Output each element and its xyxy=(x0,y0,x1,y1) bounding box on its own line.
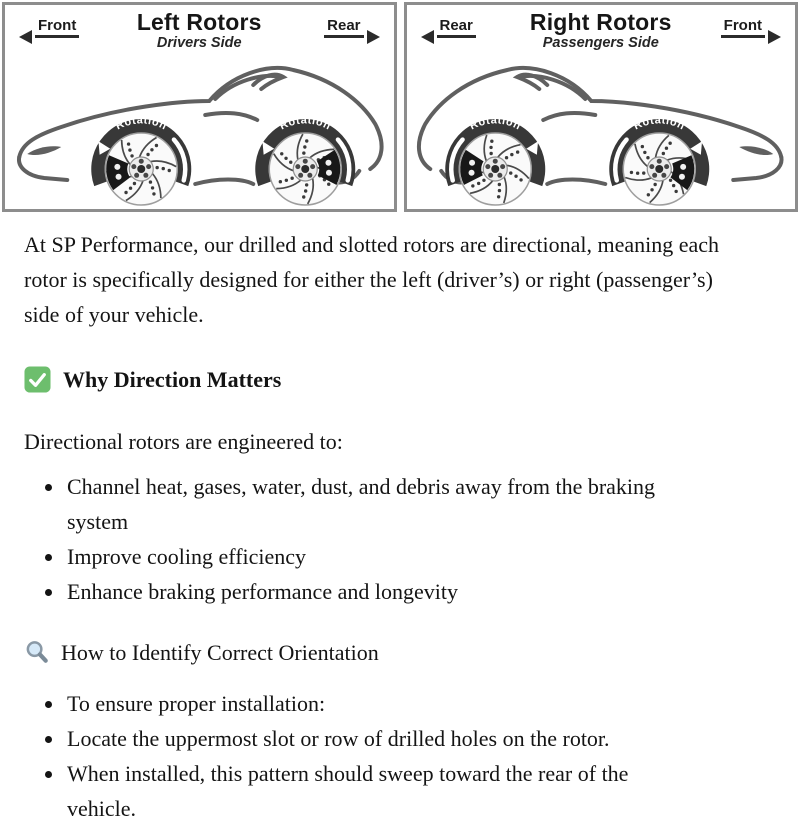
drilled-hole xyxy=(168,169,171,172)
lug-hole xyxy=(488,173,493,178)
rotation-label-text: Rotation xyxy=(113,114,169,133)
caliper-cutout xyxy=(325,160,331,166)
rotation-label-text: Rotation xyxy=(631,114,687,133)
lug-hole xyxy=(303,159,308,164)
lug-hole xyxy=(492,159,497,164)
caliper-cutout xyxy=(468,170,474,176)
drilled-hole xyxy=(290,177,293,180)
drilled-hole xyxy=(504,156,507,159)
drilled-hole xyxy=(489,146,492,149)
caliper-cutout xyxy=(678,174,684,180)
front-direction-label xyxy=(721,17,765,38)
drilled-hole xyxy=(151,186,154,189)
list-item: • Channel heat, gases, water, dust, and debris away from the braking system xyxy=(65,469,693,539)
hub-center xyxy=(491,165,499,173)
drilled-hole xyxy=(130,154,133,157)
panel-subtitle: Passengers Side xyxy=(542,35,659,52)
magnifying-glass-icon xyxy=(24,639,51,666)
lug-hole xyxy=(298,173,303,178)
caliper-cutout xyxy=(116,174,122,180)
drilled-hole xyxy=(643,151,646,154)
drilled-hole xyxy=(497,189,500,192)
rotor-direction-diagram xyxy=(0,0,800,212)
drilled-hole xyxy=(664,147,667,150)
lug-hole xyxy=(134,173,139,178)
lug-hole xyxy=(295,164,300,169)
direction-text: Rear xyxy=(327,17,361,34)
list-item: • Improve cooling efficiency xyxy=(65,539,693,574)
drilled-hole xyxy=(653,183,656,186)
list-item: • Locate the uppermost slot or row of drilled holes on the rotor. xyxy=(65,721,693,756)
section-heading-why-direction-matters xyxy=(24,362,776,397)
drilled-hole xyxy=(668,142,671,145)
lug-hole xyxy=(139,159,144,164)
panel-title: Right Rotors xyxy=(529,9,672,35)
drilled-hole xyxy=(304,189,307,192)
lug-hole xyxy=(497,173,502,178)
direction-text: Front xyxy=(38,17,77,34)
lug-hole xyxy=(652,173,657,178)
drilled-hole xyxy=(302,195,305,198)
drilled-hole xyxy=(509,171,512,174)
panel-header xyxy=(407,5,796,61)
lug-hole xyxy=(664,164,669,169)
drilled-hole xyxy=(490,140,493,143)
drilled-hole xyxy=(155,166,158,169)
hub-center xyxy=(655,165,663,173)
lug-hole xyxy=(661,173,666,178)
drilled-hole xyxy=(149,180,152,183)
drilled-hole xyxy=(515,150,518,153)
section-heading-how-to-identify xyxy=(24,635,776,670)
left-rotors-panel xyxy=(2,2,397,212)
heading-text: Why Direction Matters xyxy=(63,367,282,392)
arrow-right-icon xyxy=(367,30,380,44)
drilled-hole xyxy=(127,142,130,145)
drilled-hole xyxy=(629,171,632,174)
drilled-hole xyxy=(642,171,645,174)
drilled-hole xyxy=(519,178,522,181)
drilled-hole xyxy=(471,184,474,187)
drilled-hole xyxy=(327,183,330,186)
orientation-list xyxy=(24,686,776,826)
drilled-hole xyxy=(128,148,131,151)
drilled-hole xyxy=(162,167,165,170)
drilled-hole xyxy=(496,195,499,198)
intro-paragraph: At SP Performance, our drilled and slotted rotors are directional, meaning each rotor is specifically designed for either the left (driver’s) or right (passenger’s) side of your vehicle. xyxy=(24,232,720,327)
lug-hole xyxy=(656,159,661,164)
drilled-hole xyxy=(289,161,292,164)
wheel-assembly xyxy=(609,114,709,205)
direction-text: Rear xyxy=(439,17,473,34)
drilled-hole xyxy=(514,175,517,178)
hub-center xyxy=(137,165,145,173)
lug-hole xyxy=(649,164,654,169)
drilled-hole xyxy=(482,179,485,182)
drilled-hole xyxy=(305,139,308,142)
drilled-hole xyxy=(668,179,671,182)
lug-hole xyxy=(500,164,505,169)
drilled-hole xyxy=(476,182,479,185)
hub-center xyxy=(301,165,309,173)
drilled-hole xyxy=(303,145,306,148)
lug-hole xyxy=(146,164,151,169)
list-item: • To ensure proper installation: xyxy=(65,686,693,721)
right-rotors-panel xyxy=(404,2,799,212)
drilled-hole xyxy=(661,152,664,155)
drilled-hole xyxy=(280,152,283,155)
drilled-hole xyxy=(671,184,674,187)
lug-hole xyxy=(307,173,312,178)
drilled-hole xyxy=(124,191,127,194)
lug-hole xyxy=(131,164,136,169)
car-illustration-right xyxy=(407,57,796,209)
wheel-assembly xyxy=(445,114,545,205)
article-body xyxy=(0,227,800,826)
drilled-hole xyxy=(489,152,492,155)
check-mark-icon xyxy=(24,366,51,393)
benefits-list xyxy=(24,469,776,609)
drilled-hole xyxy=(133,182,136,185)
drilled-hole xyxy=(285,179,288,182)
drilled-hole xyxy=(635,172,638,175)
lug-hole xyxy=(310,164,315,169)
drilled-hole xyxy=(646,156,649,159)
rotation-label-text: Rotation xyxy=(277,114,333,133)
lead-paragraph: Directional rotors are engineered to: xyxy=(24,429,343,454)
panel-header xyxy=(5,5,394,61)
drilled-hole xyxy=(640,145,643,148)
drilled-hole xyxy=(129,187,132,190)
direction-text: Front xyxy=(723,17,762,34)
lug-hole xyxy=(485,164,490,169)
wheel-assembly xyxy=(91,114,191,205)
car-illustration-left xyxy=(5,57,394,209)
drilled-hole xyxy=(150,148,153,151)
panel-subtitle: Drivers Side xyxy=(156,35,242,52)
drilled-hole xyxy=(650,188,653,191)
caliper-cutout xyxy=(114,164,120,170)
list-item: • Enhance braking performance and longevity xyxy=(65,574,693,609)
rotation-label-text: Rotation xyxy=(467,114,523,133)
caliper-cutout xyxy=(469,160,475,166)
heading-text: How to Identify Correct Orientation xyxy=(61,640,379,665)
arrow-right-icon xyxy=(768,30,781,44)
drilled-hole xyxy=(152,192,155,195)
list-item: • When installed, this pattern should sweep toward the rear of the vehicle. xyxy=(65,756,693,826)
drilled-hole xyxy=(646,193,649,196)
drilled-hole xyxy=(510,153,513,156)
drilled-hole xyxy=(674,190,677,193)
caliper-cutout xyxy=(680,164,686,170)
drilled-hole xyxy=(305,183,308,186)
caliper-cutout xyxy=(326,170,332,176)
drilled-hole xyxy=(146,153,149,156)
drilled-hole xyxy=(302,151,305,154)
rear-direction-label xyxy=(324,17,363,38)
wheel-assembly xyxy=(255,114,355,205)
drilled-hole xyxy=(284,157,287,160)
drilled-hole xyxy=(155,144,158,147)
drilled-hole xyxy=(497,183,500,186)
drilled-hole xyxy=(279,180,282,183)
panel-title: Left Rotors xyxy=(136,9,262,35)
lug-hole xyxy=(143,173,148,178)
